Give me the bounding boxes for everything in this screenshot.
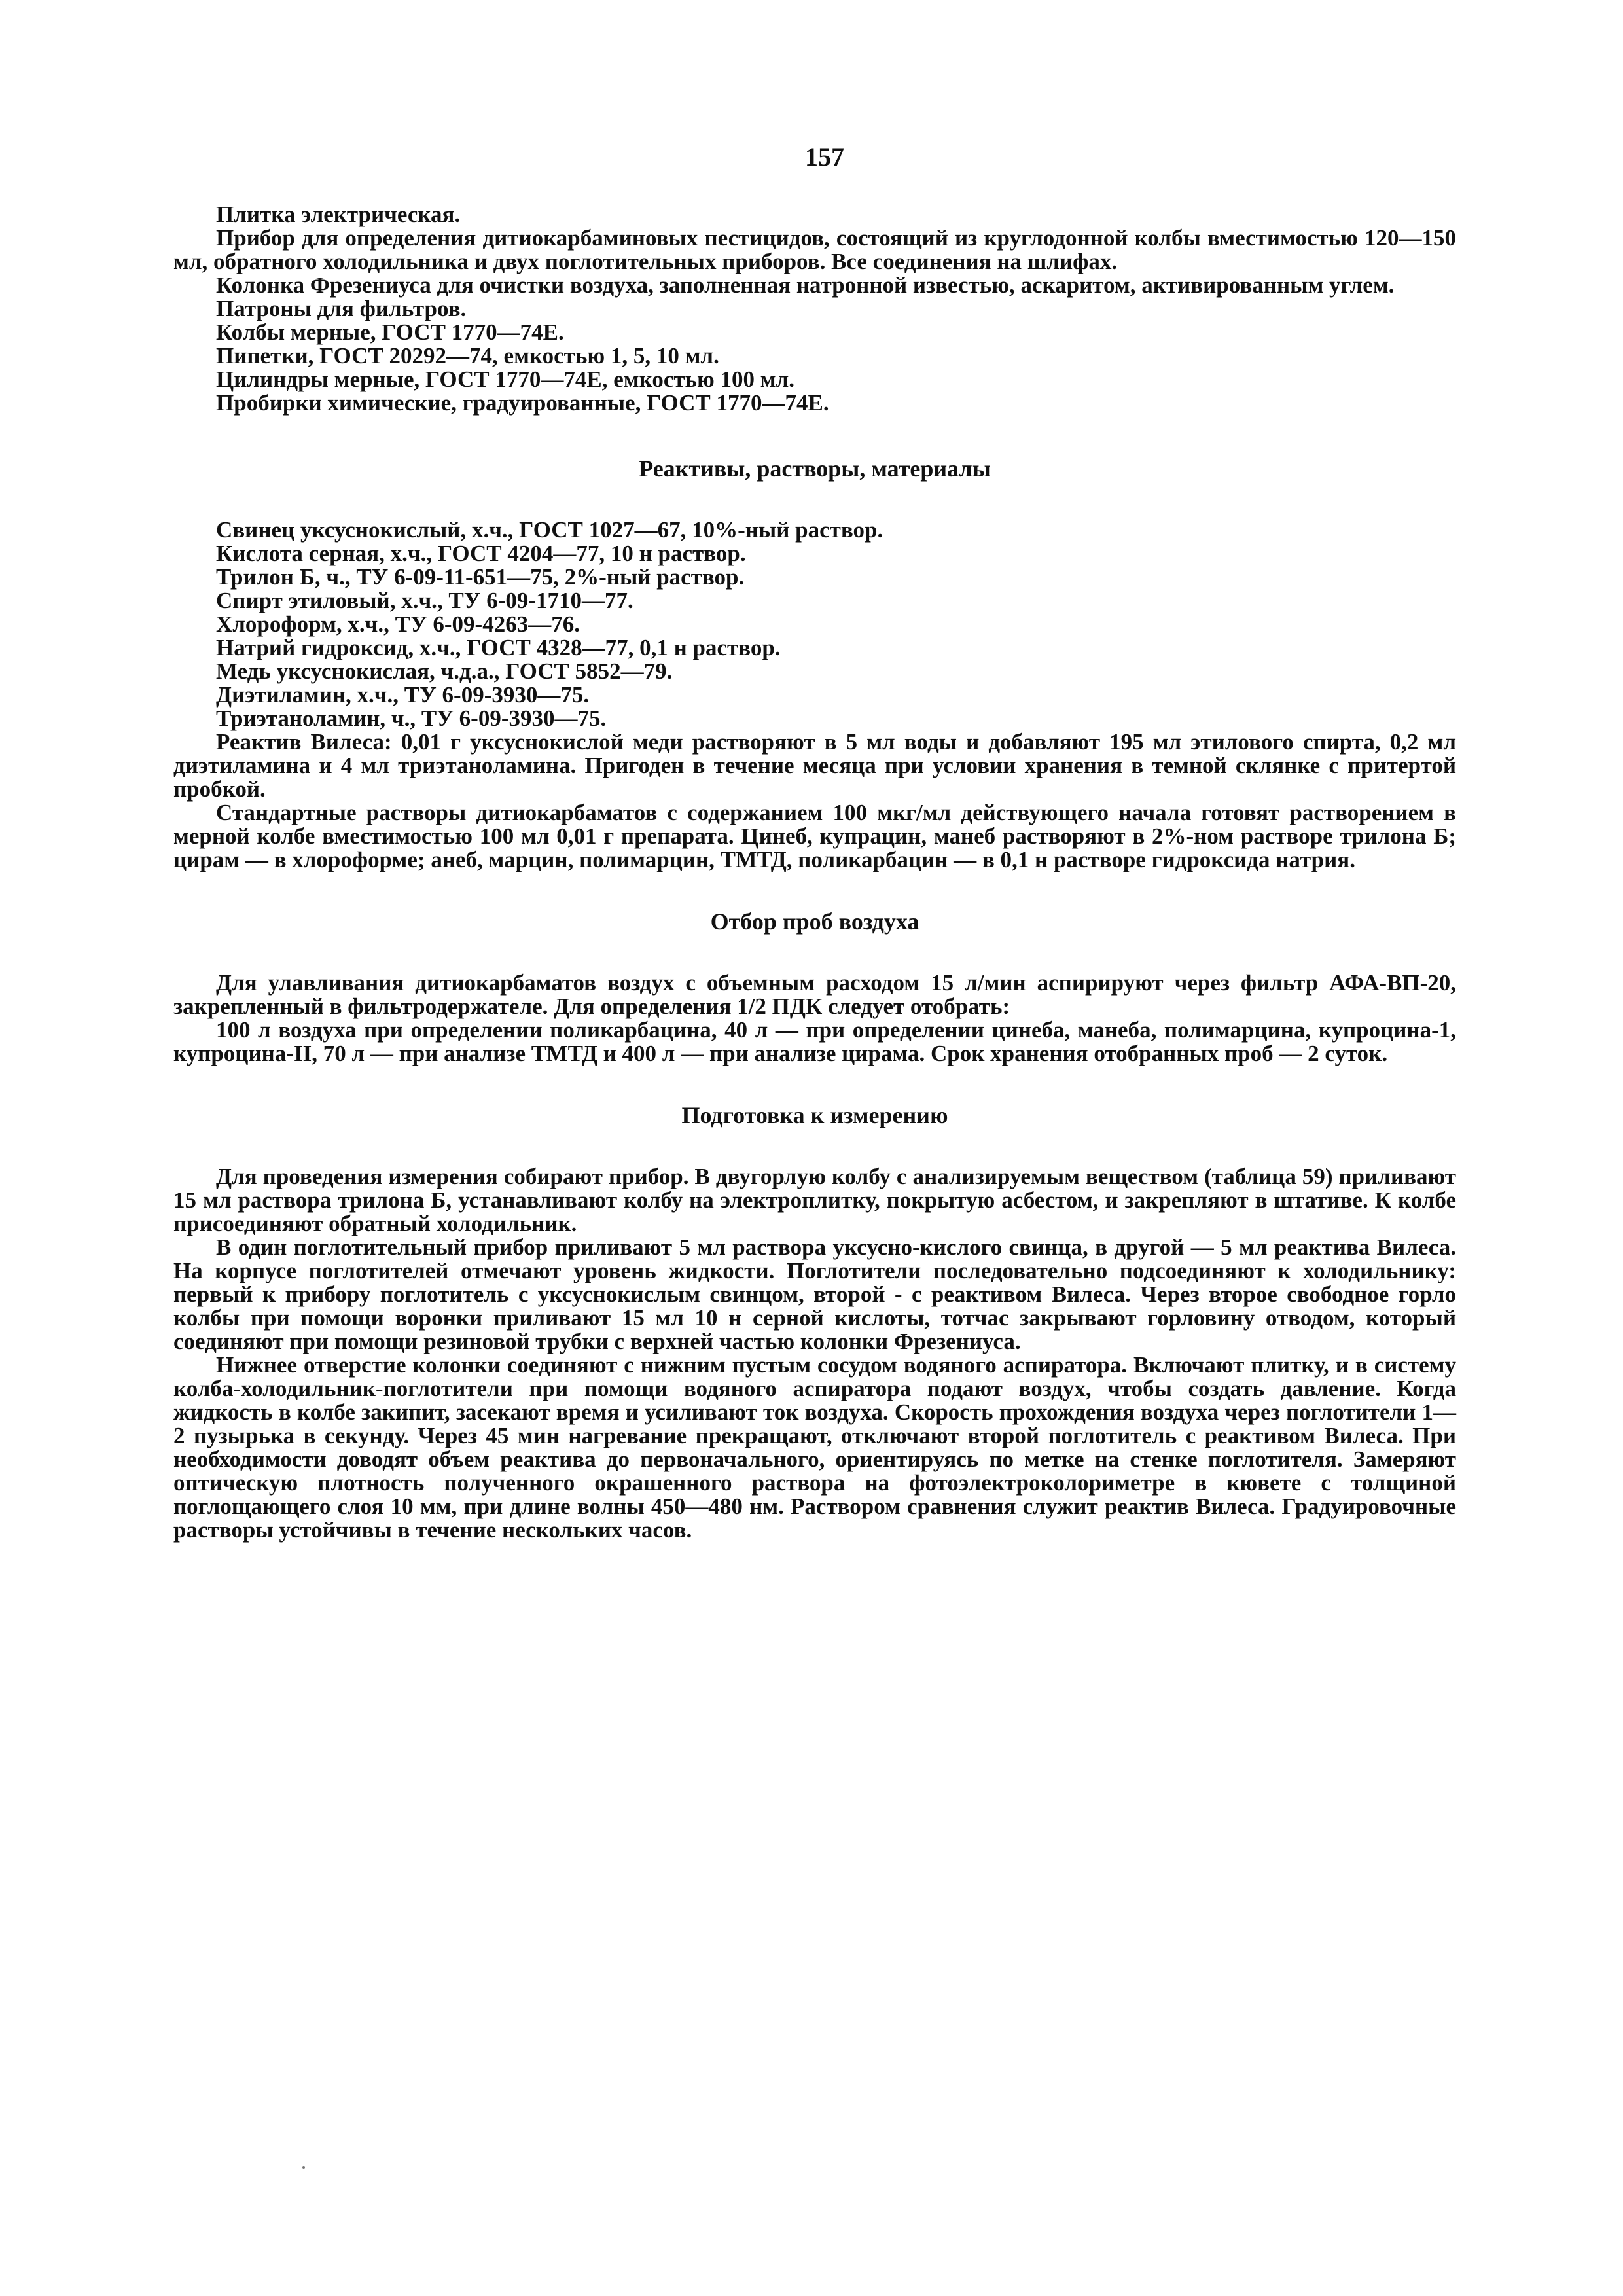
- paragraph: В один поглотительный прибор приливают 5 мл раствора уксусно-кислого свинца, в другой — 5 мл реактива Вилеса. На корпусе поглотителей отмечают уровень жидкости. Поглотители последовательно подсоединяют к холодильнику: первый к прибору поглотитель с уксуснокислым свинцом, второй - с реактивом Вилеса. Через второе свободное горло колбы при помощи воронки приливают 15 мл 10 н серной кислоты, тотчас закрывают горловину отводом, который соединяют при помощи резиновой трубки с верхней частью колонки Фрезениуса.: [173, 1234, 1456, 1354]
- equipment-item: Цилиндры мерные, ГОСТ 1770—74Е, емкостью 100 мл.: [216, 367, 795, 392]
- equipment-item: Пипетки, ГОСТ 20292—74, емкостью 1, 5, 10 мл.: [216, 343, 719, 368]
- paragraph: Для улавливания дитиокарбаматов воздух с объемным расходом 15 л/мин аспирируют через фильтр АФА-ВП-20, закрепленный в фильтродержателе. Для определения 1/2 ПДК следует отобрать:: [173, 970, 1456, 1019]
- reagent-item: Свинец уксуснокислый, х.ч., ГОСТ 1027—67, 10%-ный раствор.: [216, 517, 883, 543]
- reagent-item: Хлороформ, х.ч., ТУ 6-09-4263—76.: [216, 611, 580, 637]
- reagent-item: Диэтиламин, х.ч., ТУ 6-09-3930—75.: [216, 682, 590, 708]
- reagent-item: Медь уксуснокислая, ч.д.а., ГОСТ 5852—79.: [216, 658, 673, 684]
- reagent-item: Спирт этиловый, х.ч., ТУ 6-09-1710—77.: [216, 588, 633, 613]
- paragraph: Для проведения измерения собирают прибор. В двугорлую колбу с анализируемым веществом (таблица 59) приливают 15 мл раствора трилона Б, устанавливают колбу на электроплитку, покрытую асбестом, и закрепляют в штативе. К колбе присоединяют обратный холодильник.: [173, 1164, 1456, 1236]
- equipment-item: Прибор для определения дитиокарбаминовых пестицидов, состоящий из круглодонной колбы вместимостью 120—150 мл, обратного холодильника и двух поглотительных приборов. Все соединения на шлифах.: [173, 225, 1456, 274]
- paragraph: Стандартные растворы дитиокарбаматов с содержанием 100 мкг/мл действующего начала готовят растворением в мерной колбе вместимостью 100 мл 0,01 г препарата. Цинеб, купрацин, манеб растворяют в 2%-ном растворе трилона Б; цирам — в хлороформе; анеб, марцин, полимарцин, ТМТД, поликарбацин — в 0,1 н растворе гидроксида натрия.: [173, 800, 1456, 872]
- reagent-item: Триэтаноламин, ч., ТУ 6-09-3930—75.: [216, 706, 607, 731]
- equipment-item: Патроны для фильтров.: [216, 296, 467, 321]
- scan-speck: [302, 2166, 305, 2169]
- paragraph: 100 л воздуха при определении поликарбацина, 40 л — при определении цинеба, манеба, полимарцина, купроцина-1, купроцина-II, 70 л — при анализе ТМТД и 400 л — при анализе цирама. Срок хранения отобранных проб — 2 суток.: [173, 1017, 1456, 1066]
- reagent-item: Трилон Б, ч., ТУ 6-09-11-651—75, 2%-ный раствор.: [216, 564, 745, 590]
- reagent-item: Кислота серная, х.ч., ГОСТ 4204—77, 10 н раствор.: [216, 541, 746, 566]
- paragraph: Реактив Вилеса: 0,01 г уксуснокислой меди растворяют в 5 мл воды и добавляют 195 мл этилового спирта, 0,2 мл диэтиламина и 4 мл триэтаноламина. Пригоден в течение месяца при условии хранения в темной склянке с притертой пробкой.: [173, 729, 1456, 802]
- page-content: [173, 203, 1456, 1542]
- equipment-item: Плитка электрическая.: [216, 202, 461, 227]
- section-heading-preparation: Подготовка к измерению: [681, 1102, 948, 1128]
- paragraph: Нижнее отверстие колонки соединяют с нижним пустым сосудом водяного аспиратора. Включают плитку, и в систему колба-холодильник-поглотители при помощи водяного аспиратора подают воздух, чтобы создать давление. Когда жидкость в колбе закипит, засекают время и усиливают ток воздуха. Скорость прохождения воздуха через поглотители 1—2 пузырька в секунду. Через 45 мин нагревание прекращают, отключают второй поглотитель с реактивом Вилеса. При необходимости доводят объем реактива до первоначального, ориентируясь по метке на стенке поглотителя. Замеряют оптическую плотность полученного окрашенного раствора на фотоэлектроколориметре в кювете с толщиной поглощающего слоя 10 мм, при длине волны 450—480 нм. Раствором сравнения служит реактив Вилеса. Градуировочные растворы устойчивы в течение нескольких часов.: [173, 1352, 1456, 1543]
- equipment-item: Колонка Фрезениуса для очистки воздуха, заполненная натронной известью, аскаритом, активированным углем.: [216, 272, 1395, 298]
- reagent-item: Натрий гидроксид, х.ч., ГОСТ 4328—77, 0,1 н раствор.: [216, 635, 781, 660]
- equipment-item: Колбы мерные, ГОСТ 1770—74Е.: [216, 319, 564, 345]
- equipment-item: Пробирки химические, градуированные, ГОСТ 1770—74Е.: [216, 390, 829, 416]
- section-heading-reagents: Реактивы, растворы, материалы: [639, 456, 991, 482]
- section-heading-sampling: Отбор проб воздуха: [710, 908, 919, 935]
- page-number: 157: [805, 142, 844, 171]
